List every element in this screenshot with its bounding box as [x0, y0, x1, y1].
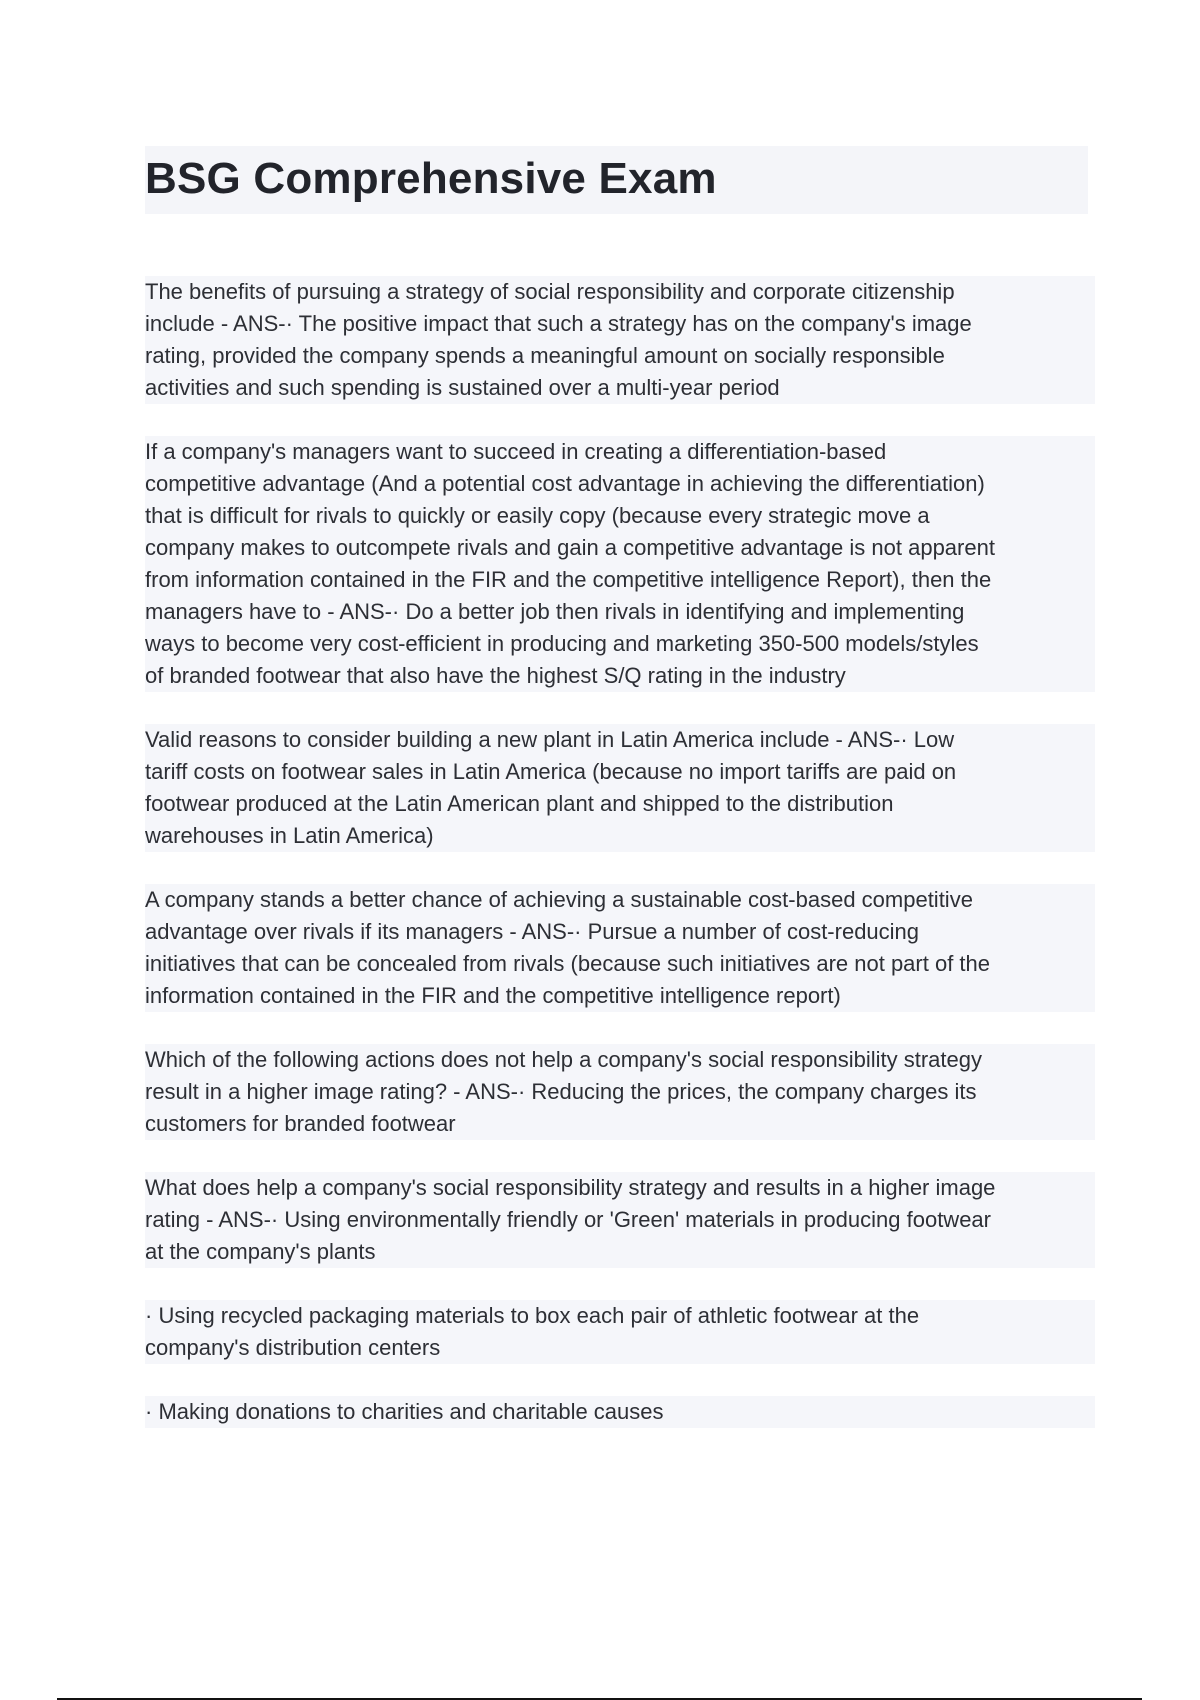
paragraph-2: If a company's managers want to succeed in creating a differentiation-based competitive advantage (And a potential cost advantage in achieving the differentiation) that is difficult for rivals to quickly or easily copy (because every strategic move a company makes to outcompete rivals and gain a competitive advantage is not apparent from information contained in the FIR and the competitive intelligence Report), then the managers have to - ANS-· Do a better job then rivals in identifying and implementing ways to become very cost-efficient in producing and marketing 350-500 models/styles of branded footwear that also have the highest S/Q rating in the industry [145, 436, 1095, 692]
paragraph-1: The benefits of pursuing a strategy of social responsibility and corporate citizenship include - ANS-· The positive impact that such a strategy has on the company's image rating, provided the company spends a meaningful amount on socially responsible activities and such spending is sustained over a multi-year period [145, 276, 1095, 404]
title-band [145, 146, 1088, 214]
document-body [145, 276, 1095, 1460]
bullet-item-1: · Using recycled packaging materials to box each pair of athletic footwear at the company's distribution centers [145, 1300, 1095, 1364]
bullet-item-2: · Making donations to charities and charitable causes [145, 1396, 1095, 1428]
paragraph-5: Which of the following actions does not help a company's social responsibility strategy result in a higher image rating? - ANS-· Reducing the prices, the company charges its customers for branded footwear [145, 1044, 1095, 1140]
paragraph-3: Valid reasons to consider building a new plant in Latin America include - ANS-· Low tariff costs on footwear sales in Latin America (because no import tariffs are paid on footwear produced at the Latin American plant and shipped to the distribution warehouses in Latin America) [145, 724, 1095, 852]
paragraph-6: What does help a company's social responsibility strategy and results in a higher image rating - ANS-· Using environmentally friendly or 'Green' materials in producing footwear at the company's plants [145, 1172, 1095, 1268]
paragraph-4: A company stands a better chance of achieving a sustainable cost-based competitive advantage over rivals if its managers - ANS-· Pursue a number of cost-reducing initiatives that can be concealed from rivals (because such initiatives are not part of the information contained in the FIR and the competitive intelligence report) [145, 884, 1095, 1012]
page-title: BSG Comprehensive Exam [145, 154, 717, 203]
